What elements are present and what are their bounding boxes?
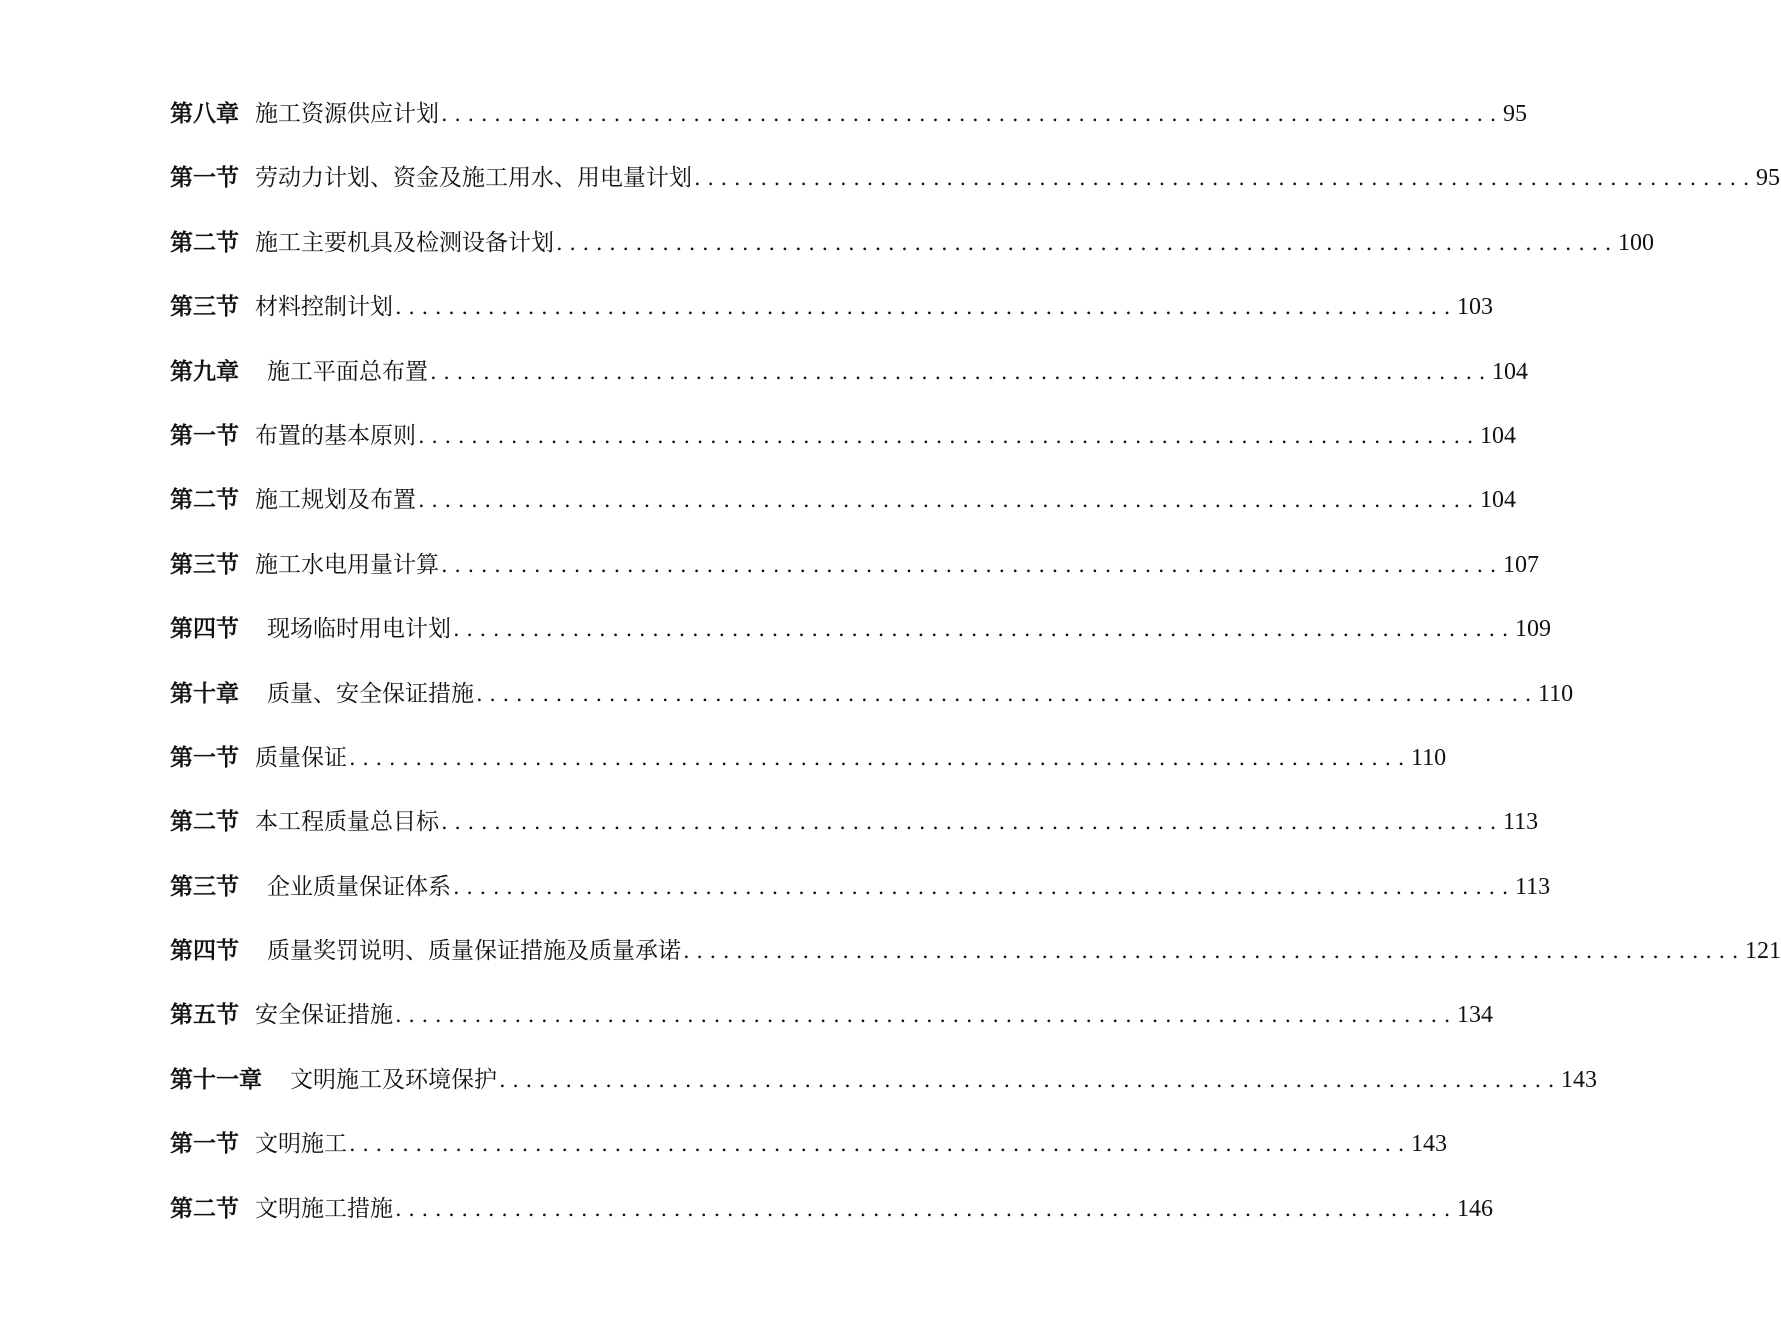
toc-entry[interactable] (170, 1177, 1494, 1241)
toc-entry[interactable] (170, 662, 1574, 726)
toc-page-number: 104 (1480, 487, 1517, 514)
toc-page-number: 113 (1515, 873, 1551, 900)
toc-page-number: 110 (1411, 744, 1447, 771)
toc-entry-number: 第三节 (170, 872, 239, 900)
toc-entry-number: 第三节 (170, 550, 239, 578)
toc-page-number: 104 (1480, 422, 1517, 449)
toc-entry[interactable] (170, 468, 1517, 532)
toc-entry-number: 第二节 (170, 1194, 239, 1222)
toc-entry-title: 安全保证措施 (255, 1002, 393, 1029)
toc-entry-title: 本工程质量总目标 (255, 809, 439, 836)
toc-entry[interactable] (170, 211, 1655, 275)
toc-entry-number: 第十一章 (170, 1065, 262, 1093)
toc-entry-title: 施工规划及布置 (255, 487, 416, 514)
toc-gap (239, 983, 255, 1047)
dot-leader: ................................................................................ (418, 423, 1481, 448)
dot-leader: ................................................................................ (349, 1132, 1412, 1157)
toc-entry-number: 第十章 (170, 679, 239, 707)
toc-entry-number: 第一节 (170, 1130, 239, 1158)
toc-gap (239, 790, 255, 854)
toc-entry-number: 第二节 (170, 228, 239, 256)
toc-entry-title: 企业质量保证体系 (267, 873, 451, 900)
dot-leader: ................................................................................ (418, 488, 1481, 513)
toc-entry-number: 第二节 (170, 486, 239, 514)
dot-leader: ................................................................................ (349, 745, 1412, 770)
toc-gap (239, 662, 267, 726)
toc-entry[interactable] (170, 790, 1539, 854)
toc-label (170, 726, 347, 790)
dot-leader: ................................................................................ (556, 230, 1619, 255)
toc-label (170, 146, 692, 210)
toc-page-number: 110 (1538, 680, 1574, 707)
toc-gap (239, 1112, 255, 1176)
toc-label (170, 790, 439, 854)
toc-page-number: 109 (1515, 616, 1552, 643)
dot-leader: ................................................................................ (395, 1003, 1458, 1028)
dot-leader: ................................................................................ (476, 681, 1539, 706)
toc-entry-title: 施工主要机具及检测设备计划 (255, 229, 554, 256)
toc-gap (239, 211, 255, 275)
toc-gap (239, 726, 255, 790)
toc-entry-number: 第四节 (170, 615, 239, 643)
toc-gap (262, 1048, 290, 1112)
toc-entry[interactable] (170, 983, 1494, 1047)
toc-label (170, 919, 681, 983)
toc-entry[interactable] (170, 726, 1447, 790)
toc-entry[interactable] (170, 1112, 1448, 1176)
toc-entry[interactable] (170, 533, 1540, 597)
toc-entry[interactable] (170, 275, 1494, 339)
dot-leader: ................................................................................ (453, 874, 1516, 899)
toc-label (170, 855, 451, 919)
toc-label (170, 1112, 347, 1176)
toc-page-number: 95 (1503, 101, 1528, 127)
toc-label (170, 597, 451, 661)
toc-page-number: 100 (1618, 229, 1655, 256)
toc-entry-number: 第八章 (170, 100, 239, 127)
toc-entry-title: 文明施工措施 (255, 1195, 393, 1222)
toc-entry-number: 第九章 (170, 357, 239, 385)
toc-entry-title: 施工资源供应计划 (255, 101, 439, 127)
toc-entry[interactable] (170, 597, 1552, 661)
dot-leader: ................................................................................ (453, 617, 1516, 642)
toc-entry-number: 第二节 (170, 808, 239, 836)
dot-leader: ................................................................................ (499, 1067, 1562, 1092)
toc-entry-title: 质量、安全保证措施 (267, 680, 474, 707)
dot-leader: ................................................................................ (441, 552, 1504, 577)
toc-entry[interactable] (170, 146, 1781, 210)
toc-page-number: 121 (1745, 938, 1781, 965)
toc-entry[interactable] (170, 82, 1528, 146)
toc-gap (239, 340, 267, 404)
dot-leader: ................................................................................ (441, 102, 1504, 126)
toc-entry-number: 第四节 (170, 937, 239, 965)
toc-gap (239, 404, 255, 468)
dot-leader: ................................................................................ (430, 359, 1493, 384)
toc-gap (239, 468, 255, 532)
toc-entry-title: 现场临时用电计划 (267, 616, 451, 643)
toc-entry-number: 第五节 (170, 1001, 239, 1029)
toc-entry-title: 文明施工及环境保护 (290, 1066, 497, 1093)
toc-gap (239, 82, 255, 146)
toc-entry-title: 文明施工 (255, 1131, 347, 1158)
toc-page-number: 143 (1561, 1066, 1598, 1093)
table-of-contents (170, 82, 1781, 1241)
toc-entry[interactable] (170, 404, 1517, 468)
toc-label (170, 533, 439, 597)
toc-page-number: 107 (1503, 551, 1540, 578)
toc-label (170, 340, 428, 404)
toc-page-number: 146 (1457, 1195, 1494, 1222)
toc-label (170, 468, 416, 532)
toc-entry-number: 第三节 (170, 293, 239, 321)
toc-label (170, 1177, 393, 1241)
toc-page-number: 104 (1492, 358, 1529, 385)
toc-gap (239, 146, 255, 210)
toc-label (170, 275, 393, 339)
toc-page-number: 143 (1411, 1131, 1448, 1158)
toc-label (170, 404, 416, 468)
toc-entry-title: 施工平面总布置 (267, 358, 428, 385)
dot-leader: ................................................................................ (395, 295, 1458, 320)
toc-gap (239, 597, 267, 661)
toc-entry-title: 材料控制计划 (255, 294, 393, 321)
toc-entry[interactable] (170, 340, 1529, 404)
toc-entry-number: 第一节 (170, 164, 239, 192)
toc-entry-title: 劳动力计划、资金及施工用水、用电量计划 (255, 165, 692, 192)
toc-entry-title: 质量奖罚说明、质量保证措施及质量承诺 (267, 938, 681, 965)
toc-gap (239, 919, 267, 983)
dot-leader: ................................................................................ (395, 1196, 1458, 1221)
toc-entry-number: 第一节 (170, 421, 239, 449)
toc-label (170, 82, 439, 146)
toc-gap (239, 533, 255, 597)
toc-page-number: 134 (1457, 1002, 1494, 1029)
toc-entry-title: 质量保证 (255, 744, 347, 771)
dot-leader: ................................................................................ (694, 166, 1757, 191)
toc-page-number: 113 (1503, 809, 1539, 836)
dot-leader: ................................................................................ (683, 939, 1746, 964)
toc-gap (239, 275, 255, 339)
toc-label (170, 211, 554, 275)
toc-page-number: 95 (1756, 165, 1781, 192)
toc-entry[interactable] (170, 855, 1551, 919)
toc-entry[interactable] (170, 1048, 1598, 1112)
toc-label (170, 1048, 497, 1112)
toc-entry-number: 第一节 (170, 743, 239, 771)
toc-label (170, 662, 474, 726)
toc-entry[interactable] (170, 919, 1781, 983)
toc-label (170, 983, 393, 1047)
toc-entry-title: 施工水电用量计算 (255, 551, 439, 578)
toc-page-number: 103 (1457, 294, 1494, 321)
toc-gap (239, 1177, 255, 1241)
toc-entry-title: 布置的基本原则 (255, 422, 416, 449)
toc-gap (239, 855, 267, 919)
dot-leader: ................................................................................ (441, 810, 1504, 835)
